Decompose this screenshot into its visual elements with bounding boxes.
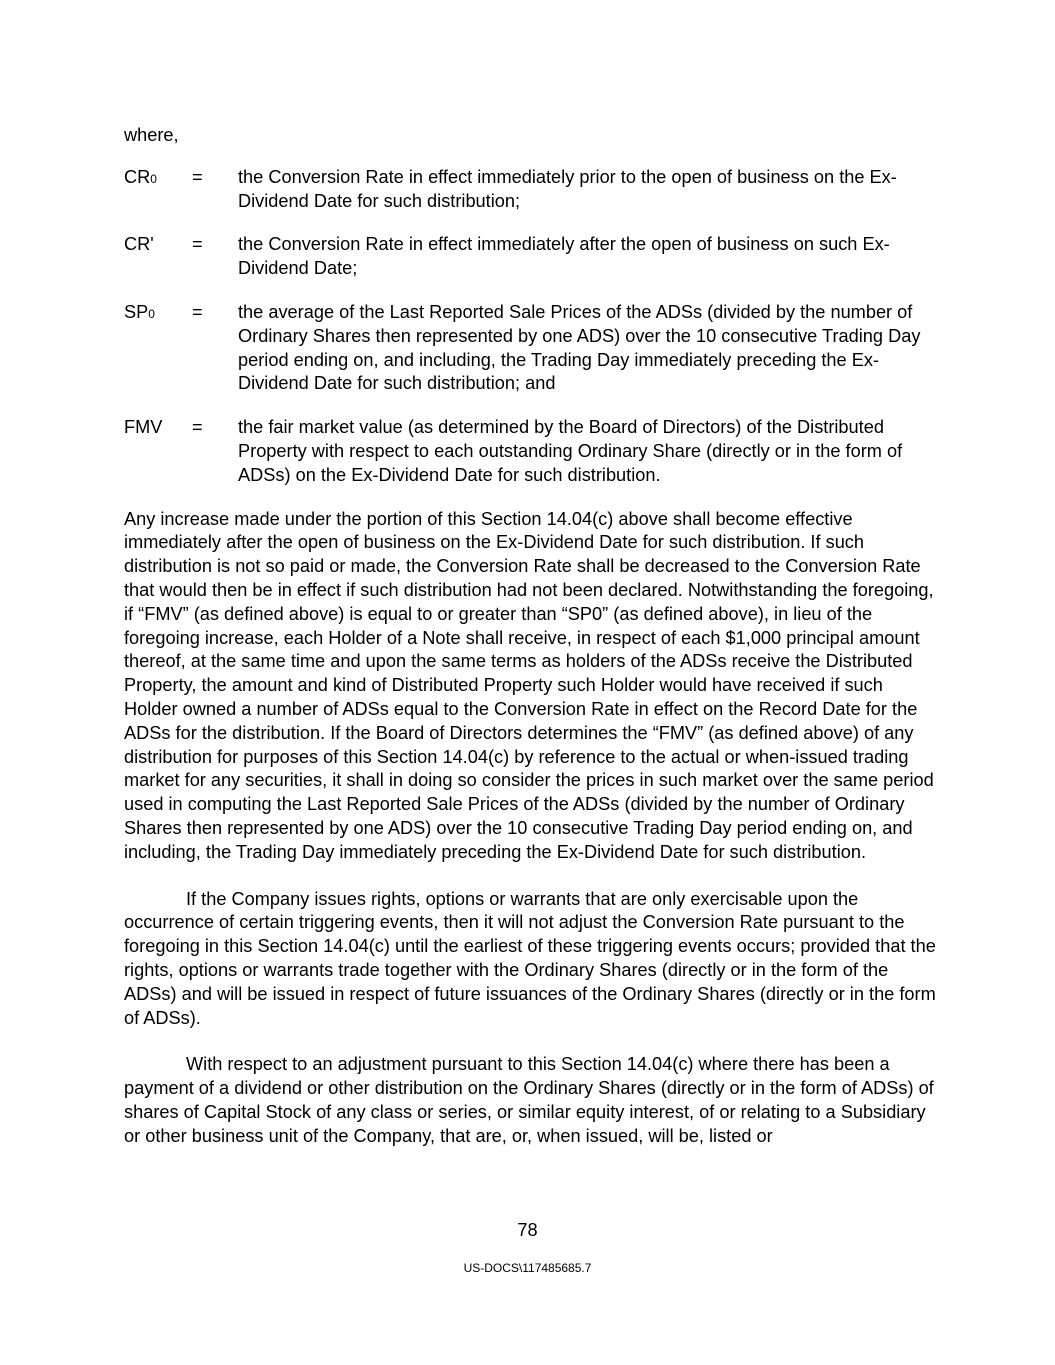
page-number: 78 xyxy=(517,1220,538,1240)
page-content xyxy=(124,124,936,1171)
definition-text: the Conversion Rate in effect immediately prior to the open of business on the Ex-Dividend Date for such distribution; xyxy=(238,166,897,211)
definition-text: the fair market value (as determined by the Board of Directors) of the Distributed Property with respect to each outstanding Ordinary Share (directly or in the form of ADSs) on the Ex-Dividend Date for such distribution. xyxy=(238,417,903,485)
body-paragraph-1: Any increase made under the portion of this Section 14.04(c) above shall become effective immediately after the open of business on the Ex-Dividend Date for such distribution. If such distribution is not so paid or made, the Conversion Rate shall be decreased to the Conversion Rate that would then be in effect if such distribution had not been declared. Notwithstanding the foregoing, if “FMV” (as defined above) is equal to or greater than “SP0” (as defined above), in lieu of the foregoing increase, each Holder of a Note shall receive, in respect of each $1,000 principal amount thereof, at the same time and upon the same terms as holders of the ADSs receive the Distributed Property, the amount and kind of Distributed Property such Holder would have received if such Holder owned a number of ADSs equal to the Conversion Rate in effect on the Record Date for the ADSs for the distribution. If the Board of Directors determines the “FMV” (as defined above) of any distribution for purposes of this Section 14.04(c) by reference to the actual or when-issued trading market for any securities, it shall in doing so consider the prices in such market over the same period used in computing the Last Reported Sale Prices of the ADSs (divided by the number of Ordinary Shares then represented by one ADS) over the 10 consecutive Trading Day period ending on, and including, the Trading Day immediately preceding the Ex-Dividend Date for such distribution. xyxy=(124,508,934,862)
definition-sp0 xyxy=(124,301,936,396)
definition-fmv xyxy=(124,416,936,487)
equals-sign: = xyxy=(192,301,203,322)
definition-text: the average of the Last Reported Sale Prices of the ADSs (divided by the number of Ordinary Shares then represented by one ADS) over the 10 consecutive Trading Day period ending on, and including, the Trading Day immediately preceding the Ex-Dividend Date for such distribution; and xyxy=(238,301,921,394)
definition-symbol: FMV xyxy=(124,417,163,438)
equals-sign: = xyxy=(192,417,203,438)
document-id: US-DOCS\117485685.7 xyxy=(463,1261,592,1275)
definition-cr-prime xyxy=(124,233,936,281)
definition-symbol: CR' xyxy=(124,234,154,255)
definition-symbol: SP0 xyxy=(124,301,155,322)
body-paragraph-3: With respect to an adjustment pursuant to this Section 14.04(c) where there has been a payment of a dividend or other distribution on the Ordinary Shares (directly or in the form of ADSs) of shares of Capital Stock of any class or series, or similar equity interest, of or relating to a Subsidiary or other business unit of the Company, that are, or, when issued, will be, listed or xyxy=(124,1054,934,1146)
definition-text: the Conversion Rate in effect immediately after the open of business on such Ex-Dividend Date; xyxy=(238,234,890,279)
where-label: where, xyxy=(124,125,179,145)
body-paragraph-2: If the Company issues rights, options or warrants that are only exercisable upon the occurrence of certain triggering events, then it will not adjust the Conversion Rate pursuant to the foregoing in this Section 14.04(c) until the earliest of these triggering events occurs; provided that the rights, options or warrants trade together with the Ordinary Shares (directly or in the form of the ADSs) and will be issued in respect of future issuances of the Ordinary Shares (directly or in the form of ADSs). xyxy=(124,888,936,1028)
definition-cr0 xyxy=(124,166,936,214)
definition-symbol: CR0 xyxy=(124,166,157,187)
equals-sign: = xyxy=(192,166,203,187)
equals-sign: = xyxy=(192,234,203,255)
